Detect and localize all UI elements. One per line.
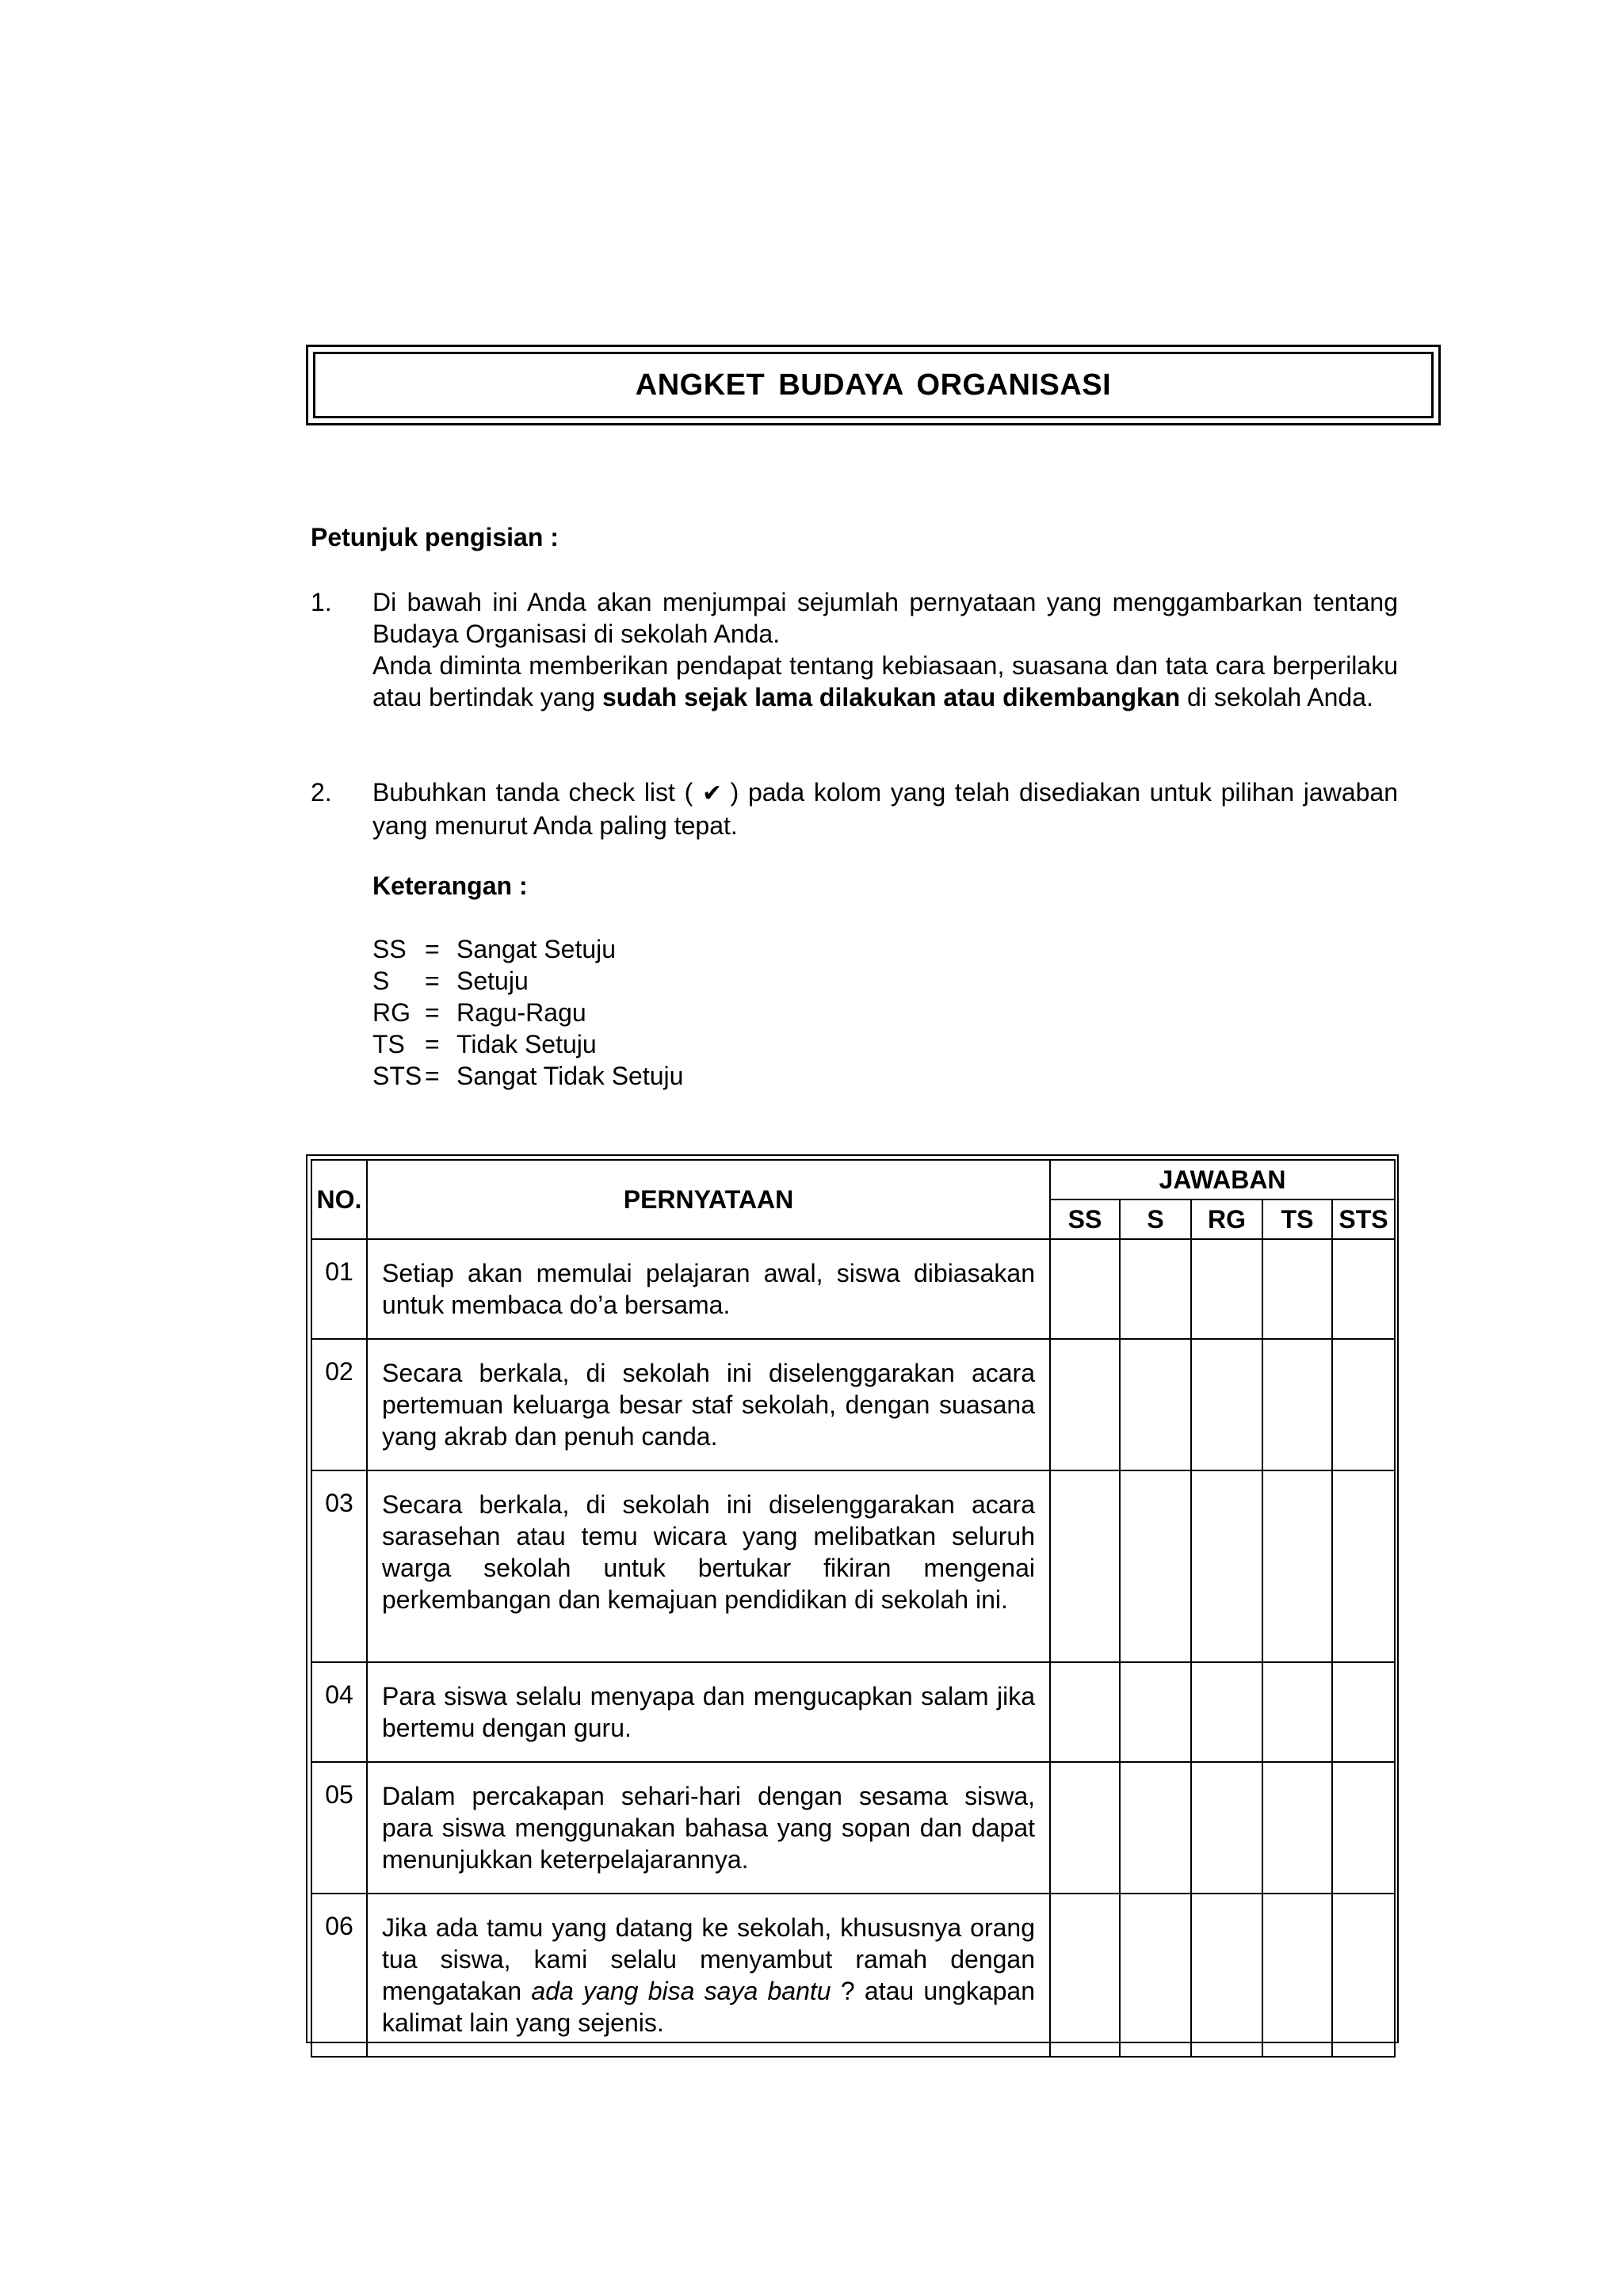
title-box (306, 345, 1441, 425)
legend-equals: = (425, 998, 440, 1027)
legend-code: SS (372, 935, 407, 963)
answer-option-header: STS (1332, 1199, 1395, 1239)
title-inner-frame (313, 352, 1434, 418)
statement-text-part: Jika ada tamu yang datang ke sekolah, khususnya orang tua siswa, kami selalu menyambut ramah dengan mengatakan (382, 1913, 1035, 2005)
statement-cell (367, 1239, 1050, 1339)
legend-description: Ragu-Ragu (456, 998, 586, 1027)
answer-cell-ts[interactable] (1262, 1470, 1332, 1662)
statement-text: Secara berkala, di sekolah ini diselenggarakan acara sarasehan atau temu wicara yang melibatkan seluruh warga sekolah untuk bertukar fikiran mengenai perkembangan dan kemajuan pendidikan di sekolah ini. (382, 1490, 1035, 1614)
instruction-text: Di bawah ini Anda akan menjumpai sejumlah pernyataan yang menggambarkan tentang Budaya Organisasi di sekolah Anda. (372, 588, 1398, 648)
answer-cell-ts[interactable] (1262, 1662, 1332, 1762)
legend-row (372, 965, 683, 997)
questionnaire-table-frame (306, 1154, 1399, 2043)
answer-cell-rg[interactable] (1191, 1894, 1262, 2057)
answer-option-header: RG (1191, 1199, 1262, 1239)
legend-description: Tidak Setuju (456, 1030, 597, 1058)
legend-equals: = (425, 967, 440, 995)
instruction-body (372, 586, 1398, 713)
statement-text: Secara berkala, di sekolah ini diselenggarakan acara pertemuan keluarga besar staf sekolah, dengan suasana yang akrab dan penuh canda. (382, 1359, 1035, 1451)
answer-cell-ss[interactable] (1050, 1894, 1120, 2057)
answer-cell-ss[interactable] (1050, 1762, 1120, 1894)
answer-cell-ss[interactable] (1050, 1239, 1120, 1339)
column-header-no: NO. (311, 1160, 367, 1239)
legend-equals: = (425, 935, 440, 963)
instruction-text-part: di sekolah Anda. (1180, 683, 1373, 711)
answer-cell-ss[interactable] (1050, 1470, 1120, 1662)
statement-cell (367, 1339, 1050, 1470)
table-row (311, 1470, 1395, 1662)
answer-cell-sts[interactable] (1332, 1662, 1395, 1762)
answer-option-header: S (1120, 1199, 1191, 1239)
statement-cell (367, 1894, 1050, 2057)
row-number: 04 (311, 1662, 367, 1762)
answer-option-header: TS (1262, 1199, 1332, 1239)
legend-description: Sangat Tidak Setuju (456, 1062, 684, 1090)
instruction-text-part: ) pada kolom yang telah disediakan untuk pilihan jawaban yang menurut Anda paling tepat. (372, 778, 1399, 840)
column-header-statement: PERNYATAAN (367, 1160, 1050, 1239)
instruction-number: 1. (311, 588, 332, 616)
checkmark-icon: ✔ (701, 780, 723, 807)
answer-cell-ss[interactable] (1050, 1339, 1120, 1470)
answer-cell-s[interactable] (1120, 1894, 1191, 2057)
answer-cell-s[interactable] (1120, 1662, 1191, 1762)
answer-cell-ts[interactable] (1262, 1239, 1332, 1339)
table-row (311, 1762, 1395, 1894)
statement-text: Dalam percakapan sehari-hari dengan sesama siswa, para siswa menggunakan bahasa yang sopan dan dapat menunjukkan keterpelajarannya. (382, 1782, 1035, 1874)
legend-code: S (372, 967, 390, 995)
questionnaire-table (311, 1159, 1396, 2058)
statement-text (382, 1912, 1035, 2039)
row-number: 05 (311, 1762, 367, 1894)
table-header-row (311, 1160, 1395, 1199)
statement-text: Para siswa selalu menyapa dan mengucapkan salam jika bertemu dengan guru. (382, 1682, 1035, 1742)
answer-cell-s[interactable] (1120, 1762, 1191, 1894)
legend-row (372, 1028, 683, 1060)
answer-cell-s[interactable] (1120, 1239, 1191, 1339)
table-row (311, 1239, 1395, 1339)
answer-cell-s[interactable] (1120, 1339, 1191, 1470)
instruction-emphasis: sudah sejak lama dilakukan atau dikembangkan (601, 683, 1181, 711)
instruction-number: 2. (311, 778, 332, 807)
instruction-text-part: Anda diminta memberikan pendapat tentang kebiasaan, suasana dan tata cara berperilaku atau bertindak yang (372, 651, 1398, 711)
instruction-text-part: Bubuhkan tanda check list ( (372, 778, 702, 807)
answer-cell-sts[interactable] (1332, 1339, 1395, 1470)
legend-description: Setuju (456, 967, 529, 995)
answer-cell-sts[interactable] (1332, 1470, 1395, 1662)
statement-cell (367, 1662, 1050, 1762)
answer-cell-rg[interactable] (1191, 1339, 1262, 1470)
answer-cell-sts[interactable] (1332, 1762, 1395, 1894)
row-number: 06 (311, 1894, 367, 2057)
answer-cell-ts[interactable] (1262, 1762, 1332, 1894)
instruction-body (372, 776, 1398, 841)
answer-cell-rg[interactable] (1191, 1662, 1262, 1762)
row-number: 01 (311, 1239, 367, 1339)
answer-option-header: SS (1050, 1199, 1120, 1239)
legend (372, 933, 683, 1092)
page-title: ANGKET BUDAYA ORGANISASI (635, 368, 1112, 402)
legend-code: STS (372, 1062, 422, 1090)
table-row (311, 1894, 1395, 2057)
instructions-heading: Petunjuk pengisian : (311, 523, 559, 551)
table-row (311, 1662, 1395, 1762)
answer-cell-ss[interactable] (1050, 1662, 1120, 1762)
answer-cell-sts[interactable] (1332, 1894, 1395, 2057)
answer-cell-rg[interactable] (1191, 1470, 1262, 1662)
statement-italic-phrase: ada yang bisa saya bantu (531, 1977, 831, 2005)
answer-cell-rg[interactable] (1191, 1762, 1262, 1894)
instruction-text (372, 776, 1398, 841)
legend-row (372, 1060, 683, 1092)
legend-row (372, 997, 683, 1028)
statement-cell (367, 1762, 1050, 1894)
legend-equals: = (425, 1062, 440, 1090)
statement-text-part: ? atau ungkapan kalimat lain yang sejenis. (382, 1977, 1036, 2037)
legend-code: RG (372, 998, 411, 1027)
legend-row (372, 933, 683, 965)
column-header-answer: JAWABAN (1050, 1160, 1395, 1199)
table-row (311, 1339, 1395, 1470)
instruction-text (372, 650, 1398, 713)
row-number: 03 (311, 1470, 367, 1662)
legend-code: TS (372, 1030, 405, 1058)
legend-equals: = (425, 1030, 440, 1058)
answer-cell-ts[interactable] (1262, 1339, 1332, 1470)
answer-cell-sts[interactable] (1332, 1239, 1395, 1339)
answer-cell-rg[interactable] (1191, 1239, 1262, 1339)
answer-cell-s[interactable] (1120, 1470, 1191, 1662)
statement-text: Setiap akan memulai pelajaran awal, siswa dibiasakan untuk membaca do’a bersama. (382, 1259, 1035, 1319)
legend-heading: Keterangan : (372, 871, 528, 900)
statement-cell (367, 1470, 1050, 1662)
row-number: 02 (311, 1339, 367, 1470)
legend-description: Sangat Setuju (456, 935, 617, 963)
answer-cell-ts[interactable] (1262, 1894, 1332, 2057)
